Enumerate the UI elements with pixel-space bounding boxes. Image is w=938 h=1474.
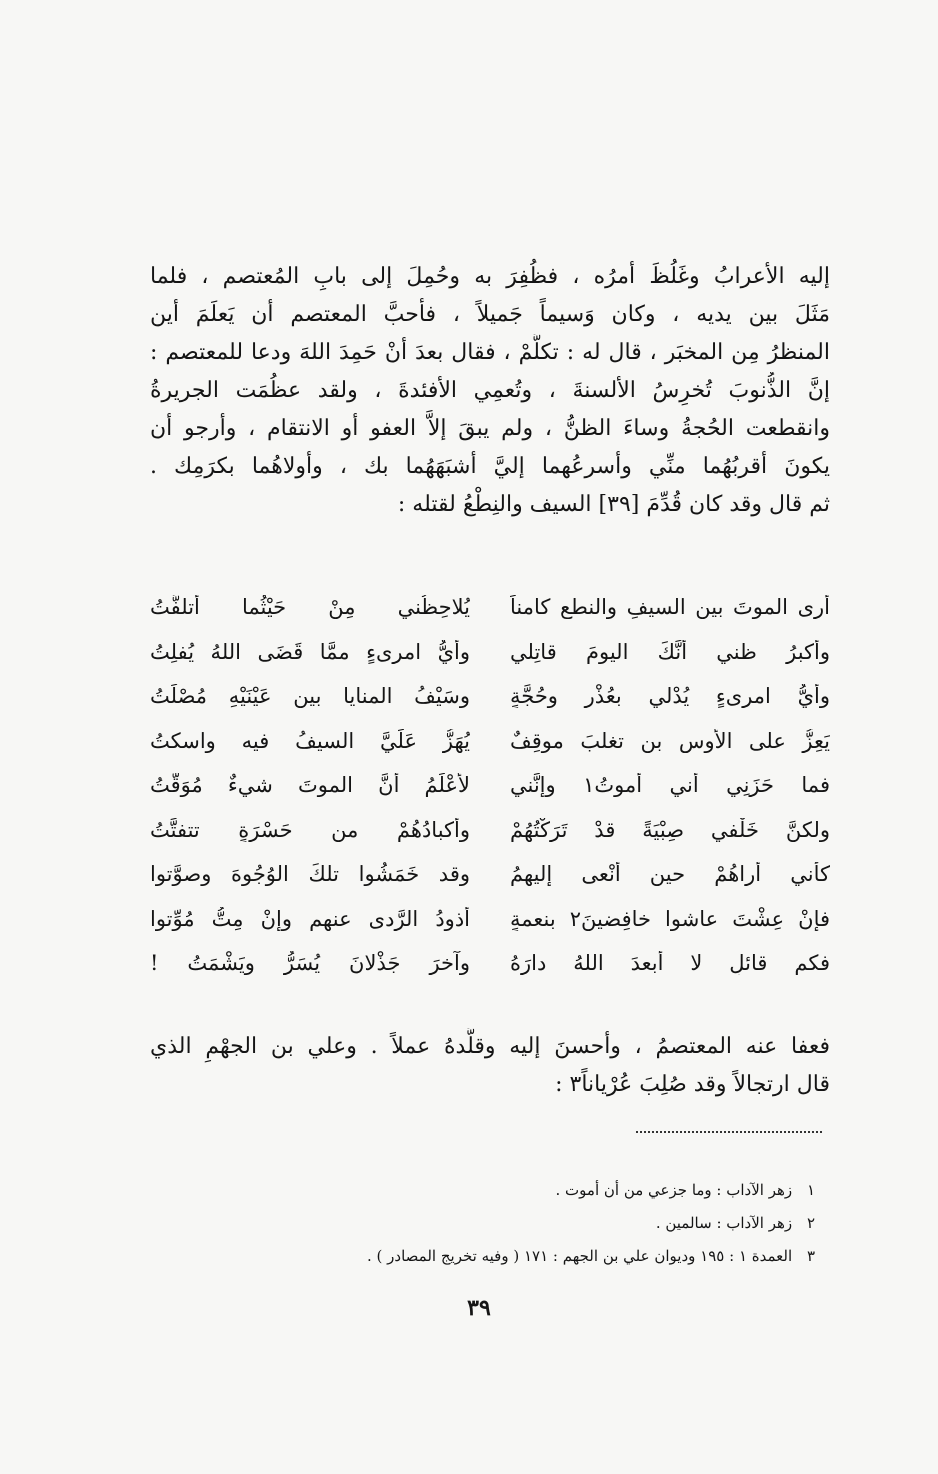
verse-second-hemistich: وآخرَ جَذْلانَ يُسَرُّ ويَشْمَتُ ! [150,951,470,976]
verse-first-hemistich: كأني أراهُمْ حين أُنْعى إليهمُ [510,862,830,887]
poem-verse [150,941,830,986]
verse-second-hemistich: لأعْلَمُ أنَّ الموتَ شيءٌ مُوَقَّتُ [150,773,470,798]
verse-first-hemistich: وأيُّ امرىءٍ يُدْلي بعُذْرٍ وحُجَّةٍ [510,684,830,709]
verse-first-hemistich: ولكنَّ خَلْفي صِبْيَةً قدْ تَرَكْتُهُمْ [510,817,830,842]
intro-paragraph [150,258,830,524]
verse-first-hemistich: وأكبرُ ظني أنَّكَ اليومَ قاتِلي [510,639,830,664]
intro-line: مَثَلَ بين يديه ، وكان وَسيماً جَميلاً ، فأحبَّ المعتصم أن يَعلَمَ أين [150,302,830,327]
verse-second-hemistich: يُهَزُّ عَلَيَّ السيفُ فيه واسكتُ [150,728,470,753]
poem-verse [150,897,830,942]
verse-second-hemistich: وقد خَمَشُوا تلكَ الوُجُوهَ وصوَّتوا [150,862,470,887]
page-number: ٣٩ [467,1295,491,1321]
footnote [150,1207,815,1240]
poem-verse [150,763,830,808]
intro-line: وانقطعت الحُجةُ وساءَ الظنُّ ، ولم يبقَ إلاَّ العفو أو الانتقام ، وأرجو أن [150,416,830,441]
verse-first-hemistich: أرى الموتَ بين السيفِ والنطعِ كامناً [510,595,830,620]
verse-first-hemistich: فما حَزَنِي أني أموتُ١ وإنَّني [510,773,830,798]
verse-first-hemistich: فكم قائلٍ لا أبعدَ اللهُ دارَهُ [510,951,830,976]
footnote-separator [636,1131,822,1133]
poem-verse [150,852,830,897]
closing-line: قال ارتجالاً وقد صُلِبَ عُرْياناً٣ : [555,1072,830,1097]
footnote-text: زهر الآداب : وما جزعي من أن أموت . [555,1181,793,1199]
verse-first-hemistich: فإنْ عِشْتَ عاشوا خافِضينَ٢ بنعمةٍ [510,906,830,931]
intro-line: إليه الأعرابُ وغَلُظَ أمرُه ، فظُفِرَ به وحُمِلَ إلى بابِ المُعتصم ، فلما [150,264,830,289]
verse-second-hemistich: وسَيْفُ المنايا بين عَيْنَيْهِ مُصْلَتُ [150,684,470,709]
poem-verse [150,585,830,630]
footnote-text: العمدة ١ : ١٩٥ وديوان علي بن الجهم : ١٧١ ( وفيه تخريج المصادر ) . [367,1247,793,1265]
closing-paragraph [150,1028,830,1104]
footnote-number: ١ [806,1181,815,1199]
verse-second-hemistich: وأكبادُهُمْ من حَسْرَةٍ تتفتَّتُ [150,817,470,842]
poem [150,585,830,986]
intro-line: يكونَ أقربُهُما منِّي وأسرعُهما إليَّ أشبَهَهُما بك ، وأولاهُما بكرَمِك . [150,454,830,479]
intro-line: المنظرُ مِن المخبَر ، قال له : تكلَّمْ ، فقال بعدَ أنْ حَمِدَ اللهَ ودعا للمعتصم : [150,340,830,365]
footnote-number: ٣ [806,1247,815,1265]
footnote [150,1174,815,1207]
verse-second-hemistich: أذودُ الرَّدى عنهم وإنْ مِتُّ مُوِّتوا [150,906,470,931]
poem-verse [150,674,830,719]
footnote [150,1240,815,1273]
intro-line: إنَّ الذُّنوبَ تُخرِسُ الألسنةَ ، وتُعمِي الأفئدةَ ، ولقد عظُمَت الجريرةُ [150,378,830,403]
poem-verse [150,808,830,853]
verse-second-hemistich: يُلاحِظُني مِنْ حَيْثُما أتلفَّتُ [150,595,470,620]
poem-verse [150,719,830,764]
footnote-text: زهر الآداب : سالمين . [655,1214,793,1232]
verse-second-hemistich: وأيُّ امرىءٍ ممَّا قَضَى اللهُ يُفلِتُ [150,639,470,664]
footnotes [150,1174,815,1273]
intro-line: ثم قال وقد كان قُدِّمَ [٣٩] السيف والنِطْعُ لقتله : [397,492,830,517]
poem-verse [150,630,830,675]
closing-line: فعفا عنه المعتصمُ ، وأحسنَ إليه وقلَّدهُ عملاً . وعلي بن الجهْمِ الذي [150,1034,830,1059]
footnote-number: ٢ [806,1214,815,1232]
verse-first-hemistich: يَعِزُّ على الأوسِ بن تغلبَ موقِفٌ [510,728,830,753]
